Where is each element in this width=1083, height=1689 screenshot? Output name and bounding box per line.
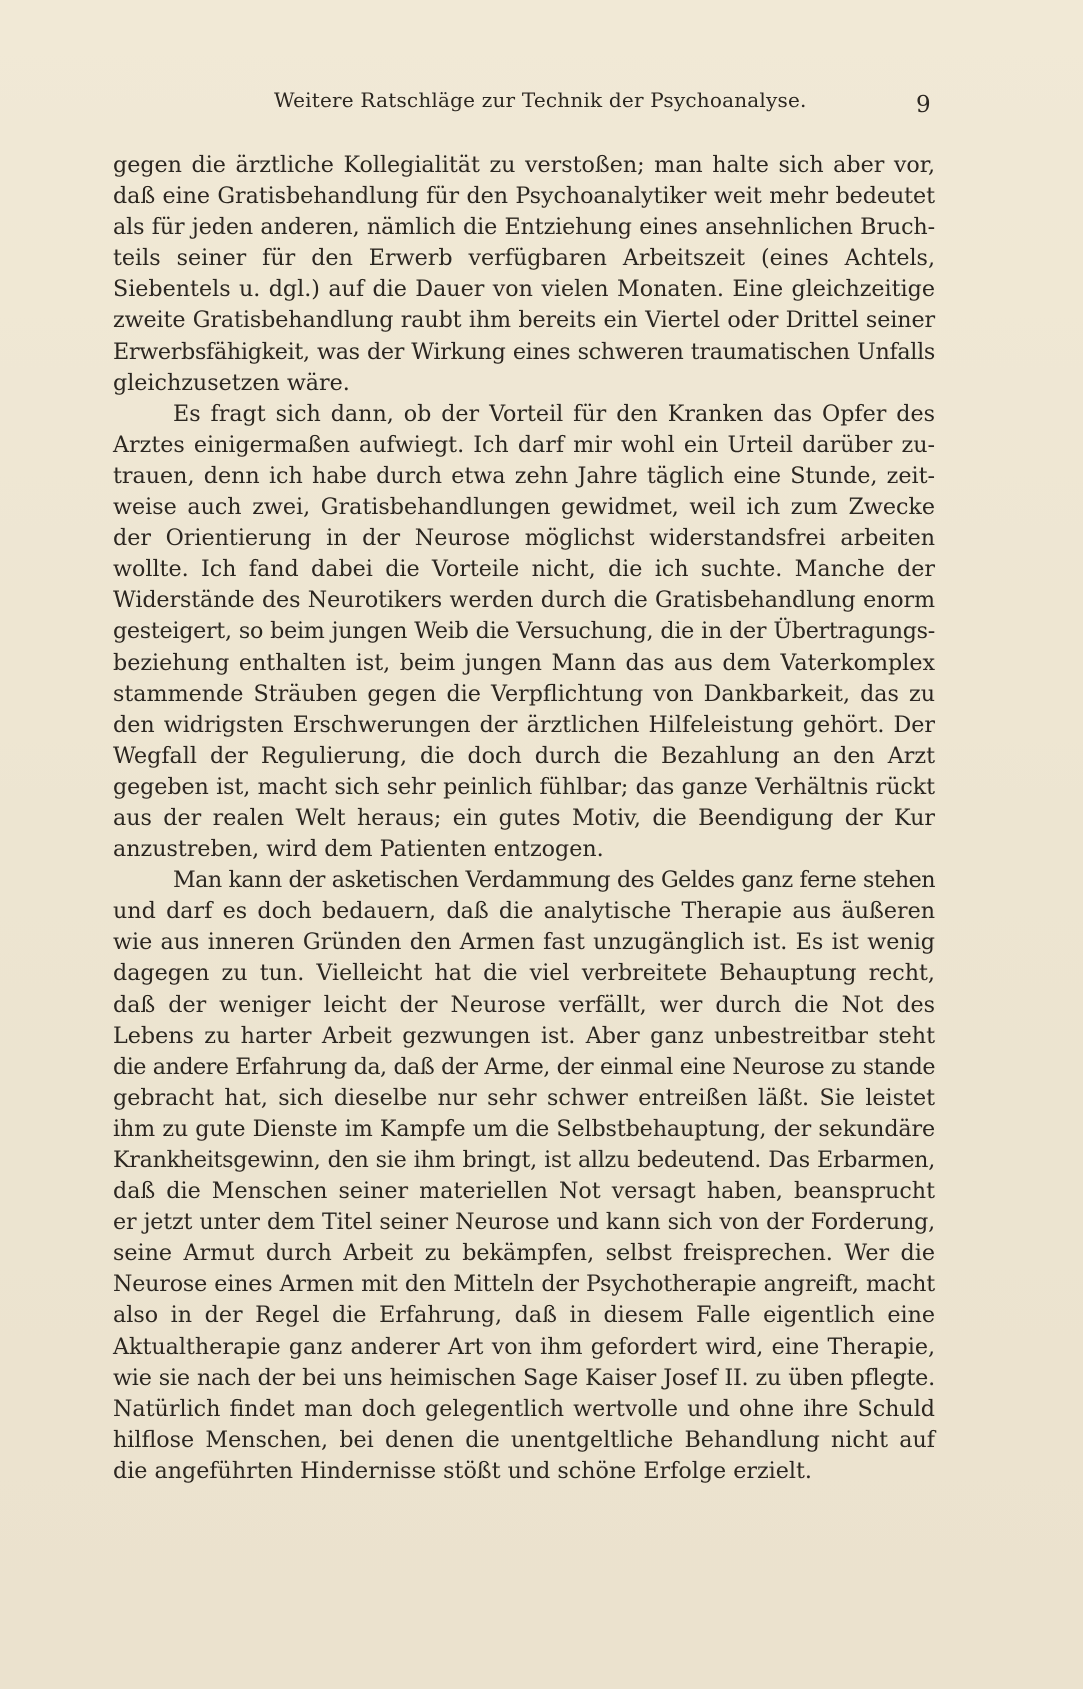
text-line: Widerstände des Neurotikers werden durch die Gratisbehandlung enorm bbox=[113, 587, 935, 614]
text-line: der Orientierung in der Neurose möglichst widerstandsfrei arbeiten bbox=[113, 525, 935, 552]
text-line: zweite Gratisbehandlung raubt ihm bereits ein Viertel oder Drittel seiner bbox=[113, 307, 935, 334]
text-line: gebracht hat, sich dieselbe nur sehr schwer entreißen läßt. Sie leistet bbox=[113, 1084, 935, 1111]
text-line: Neurose eines Armen mit den Mitteln der Psychotherapie angreift, macht bbox=[113, 1271, 935, 1298]
text-line: hilflose Menschen, bei denen die unentgeltliche Behandlung nicht auf bbox=[113, 1426, 935, 1453]
text-line: Natürlich findet man doch gelegentlich wertvolle und ohne ihre Schuld bbox=[113, 1395, 935, 1422]
text-line: und darf es doch bedauern, daß die analytische Therapie aus äußeren bbox=[113, 898, 935, 925]
text-line: wie sie nach der bei uns heimischen Sage Kaiser Josef II. zu üben pflegte. bbox=[113, 1364, 935, 1391]
paragraph bbox=[113, 150, 935, 399]
text-line: Erwerbsfähigkeit, was der Wirkung eines schweren traumatischen Unfalls bbox=[113, 338, 935, 365]
text-line: wollte. Ich fand dabei die Vorteile nicht, die ich suchte. Manche der bbox=[113, 556, 935, 583]
text-line: aus der realen Welt heraus; ein gutes Motiv, die Beendigung der Kur bbox=[113, 804, 935, 831]
text-line: gegen die ärztliche Kollegialität zu verstoßen; man halte sich aber vor, bbox=[113, 152, 935, 178]
text-line: den widrigsten Erschwerungen der ärztlichen Hilfeleistung gehört. Der bbox=[113, 711, 935, 738]
text-line: dagegen zu tun. Vielleicht hat die viel verbreitete Behauptung recht, bbox=[113, 960, 935, 987]
text-line: also in der Regel die Erfahrung, daß in diesem Falle eigentlich eine bbox=[113, 1302, 935, 1329]
text-line: Krankheitsgewinn, den sie ihm bringt, ist allzu bedeutend. Das Erbarmen, bbox=[113, 1147, 935, 1173]
text-line: die angeführten Hindernisse stößt und schöne Erfolge erzielt. bbox=[113, 1457, 812, 1484]
text-line: teils seiner für den Erwerb verfügbaren Arbeitszeit (eines Achtels, bbox=[113, 245, 935, 272]
text-line: gesteigert, so beim jungen Weib die Versuchung, die in der Übertragungs- bbox=[113, 618, 935, 645]
text-line: daß die Menschen seiner materiellen Not versagt haben, beansprucht bbox=[113, 1178, 935, 1205]
paragraph bbox=[113, 865, 935, 1487]
paragraph bbox=[113, 399, 935, 865]
text-line: Siebentels u. dgl.) auf die Dauer von vielen Monaten. Eine gleichzeitige bbox=[113, 276, 935, 303]
text-line: anzustreben, wird dem Patienten entzogen. bbox=[113, 836, 604, 863]
text-line: weise auch zwei, Gratisbehandlungen gewidmet, weil ich zum Zwecke bbox=[113, 494, 935, 521]
text-line: daß eine Gratisbehandlung für den Psychoanalytiker weit mehr bedeutet bbox=[113, 183, 935, 210]
body-text bbox=[113, 150, 935, 1487]
text-line: Aktualtherapie ganz anderer Art von ihm gefordert wird, eine Therapie, bbox=[113, 1333, 935, 1360]
text-line: trauen, denn ich habe durch etwa zehn Jahre täglich eine Stunde, zeit- bbox=[113, 462, 935, 489]
text-line: Arztes einigermaßen aufwiegt. Ich darf mir wohl ein Urteil darüber zu- bbox=[113, 431, 935, 458]
text-line: seine Armut durch Arbeit zu bekämpfen, selbst freisprechen. Wer die bbox=[113, 1240, 935, 1267]
text-line: gleichzusetzen wäre. bbox=[113, 369, 350, 396]
text-line: wie aus inneren Gründen den Armen fast unzugänglich ist. Es ist wenig bbox=[113, 929, 935, 956]
text-line: ihm zu gute Dienste im Kampfe um die Selbstbehauptung, der sekundäre bbox=[113, 1115, 935, 1142]
text-line: daß der weniger leicht der Neurose verfällt, wer durch die Not des bbox=[113, 991, 935, 1018]
running-head: Weitere Ratschläge zur Technik der Psychoanalyse. bbox=[274, 88, 807, 112]
text-line: gegeben ist, macht sich sehr peinlich fühlbar; das ganze Verhältnis rückt bbox=[113, 773, 935, 800]
text-line: als für jeden anderen, nämlich die Entziehung eines ansehnlichen Bruch- bbox=[113, 214, 935, 241]
text-line: die andere Erfahrung da, daß der Arme, der einmal eine Neurose zu stande bbox=[113, 1053, 935, 1080]
text-line: Man kann der asketischen Verdammung des Geldes ganz ferne stehen bbox=[173, 867, 935, 894]
text-line: beziehung enthalten ist, beim jungen Mann das aus dem Vaterkomplex bbox=[113, 649, 935, 676]
text-line: Es fragt sich dann, ob der Vorteil für den Kranken das Opfer des bbox=[173, 400, 935, 427]
text-line: stammende Sträuben gegen die Verpflichtung von Dankbarkeit, das zu bbox=[113, 680, 935, 707]
page-number: 9 bbox=[916, 92, 931, 118]
text-line: Wegfall der Regulierung, die doch durch die Bezahlung an den Arzt bbox=[113, 742, 935, 769]
text-line: Lebens zu harter Arbeit gezwungen ist. Aber ganz unbestreitbar steht bbox=[113, 1022, 935, 1049]
text-line: er jetzt unter dem Titel seiner Neurose und kann sich von der Forderung, bbox=[113, 1209, 935, 1236]
